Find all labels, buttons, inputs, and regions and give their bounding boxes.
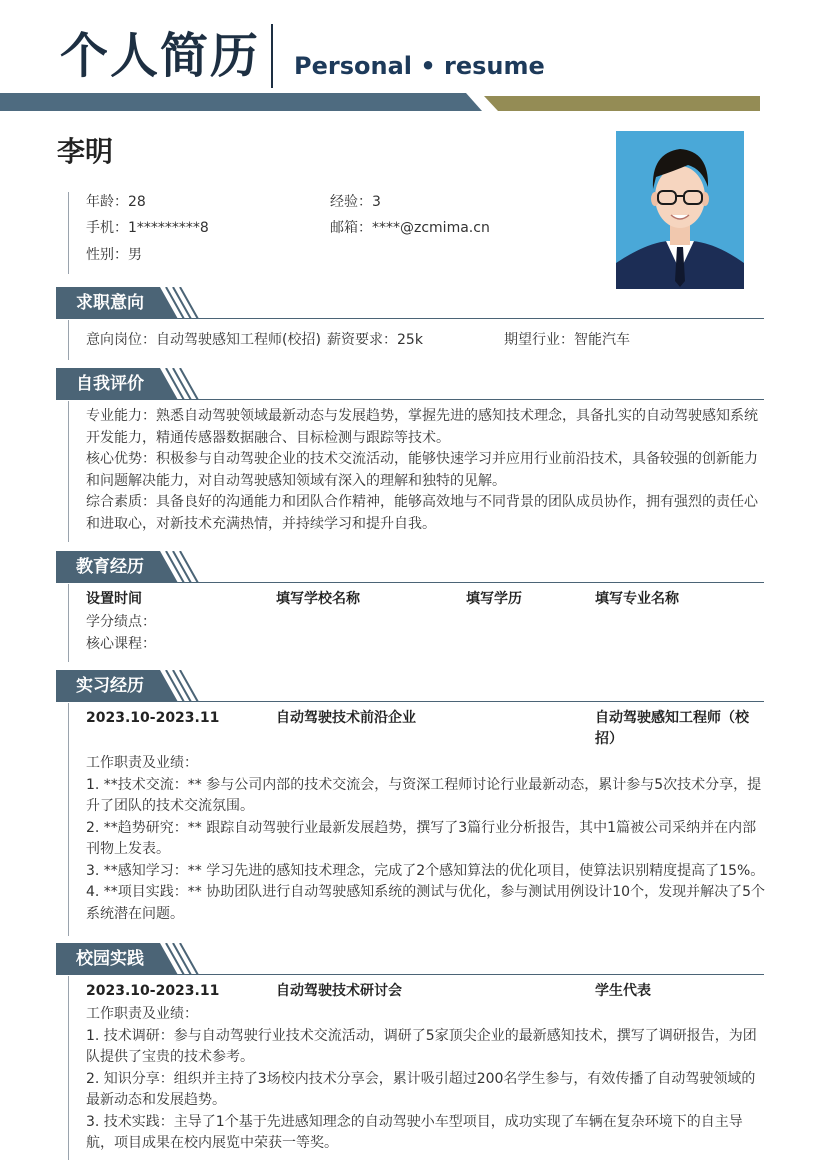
campus-role: 学生代表: [595, 983, 651, 999]
salary-value: 25k: [397, 332, 423, 348]
education-divider: [56, 582, 764, 583]
self-eval-item: 专业能力：熟悉自动驾驶领域最新动态与发展趋势，掌握先进的感知技术理念，具备扎实的自动驾驶感知系统开发能力，精通传感器数据融合、目标检测与跟踪等技术。: [86, 408, 758, 446]
campus-item: 1. 技术调研：参与自动驾驶行业技术交流活动，调研了5家顶尖企业的最新感知技术，撰写了调研报告，为团队提供了宝贵的技术参考。: [86, 1027, 757, 1065]
resume-title: 个人简历: [60, 28, 261, 84]
age-value: 28: [128, 194, 146, 210]
position-value: 自动驾驶感知工程师(校招): [156, 332, 321, 348]
email-label: 邮箱：: [330, 220, 372, 236]
internship-title: 实习经历: [76, 676, 144, 696]
education-time: 设置时间: [86, 591, 142, 607]
phone-label: 手机：: [86, 220, 128, 236]
internship-time: 2023.10-2023.11: [86, 710, 220, 726]
internship-rule: [68, 703, 69, 936]
internship-duties: [86, 753, 766, 925]
self-eval-list: [86, 406, 766, 535]
self-eval-divider: [56, 399, 764, 400]
age-label: 年龄：: [86, 194, 128, 210]
age-row: [86, 192, 146, 212]
salary-label: 薪资要求：: [327, 332, 397, 348]
job-intent-title: 求职意向: [76, 293, 144, 313]
gender-value: 男: [128, 247, 142, 263]
job-intent-rule: [68, 320, 69, 360]
phone-value: 1*********8: [128, 220, 209, 236]
self-eval-item: 核心优势：积极参与自动驾驶企业的技术交流活动，能够快速学习并应用行业前沿技术，具备较强的创新能力和问题解决能力，对自动驾驶感知领域有深入的理解和独特的见解。: [86, 451, 758, 489]
resume-subtitle: Personal • resume: [294, 52, 545, 80]
phone-row: [86, 218, 209, 238]
job-intent-divider: [56, 318, 764, 319]
position-label: 意向岗位：: [86, 332, 156, 348]
gender-label: 性别：: [86, 247, 128, 263]
internship-company: 自动驾驶技术前沿企业: [276, 710, 416, 726]
self-eval-item: 综合素质：具备良好的沟通能力和团队合作精神，能够高效地与不同背景的团队成员协作，拥有强烈的责任心和进取心，对新技术充满热情，并持续学习和提升自我。: [86, 494, 758, 532]
education-courses-label: 核心课程：: [86, 636, 156, 652]
experience-row: [330, 192, 381, 212]
self-eval-title: 自我评价: [76, 374, 144, 394]
internship-item: 2. **趋势研究：** 跟踪自动驾驶行业最新发展趋势，撰写了3篇行业分析报告，其中1篇被公司采纳并在内部刊物上发表。: [86, 819, 757, 857]
industry-row: [504, 330, 630, 351]
header-band: [0, 93, 820, 113]
industry-value: 智能汽车: [574, 332, 630, 348]
education-degree: 填写学历: [466, 591, 522, 607]
avatar: [616, 131, 744, 289]
education-title: 教育经历: [76, 557, 144, 577]
campus-event: 自动驾驶技术研讨会: [276, 983, 402, 999]
position-row: [86, 330, 321, 351]
email-row: [330, 218, 490, 238]
email-value: ****@zcmima.cn: [372, 220, 490, 236]
campus-rule: [68, 976, 69, 1160]
self-eval-rule: [68, 401, 69, 542]
info-rule: [68, 192, 69, 274]
internship-item: 1. **技术交流：** 参与公司内部的技术交流会，与资深工程师讨论行业最新动态，累计参与5次技术分享，提升了团队的技术交流氛围。: [86, 776, 762, 814]
internship-role: 自动驾驶感知工程师（校招）: [595, 710, 749, 747]
gender-row: [86, 245, 142, 265]
industry-label: 期望行业：: [504, 332, 574, 348]
campus-duties-label: 工作职责及业绩：: [86, 1006, 198, 1022]
campus-divider: [56, 974, 764, 975]
campus-item: 2. 知识分享：组织并主持了3场校内技术分享会，累计吸引超过200名学生参与，有效传播了自动驾驶领域的最新动态和发展趋势。: [86, 1070, 756, 1108]
experience-label: 经验：: [330, 194, 372, 210]
campus-item: 3. 技术实践：主导了1个基于先进感知理念的自动驾驶小车型项目，成功实现了车辆在复杂环境下的自主导航，项目成果在校内展览中荣获一等奖。: [86, 1113, 743, 1151]
internship-item: 3. **感知学习：** 学习先进的感知技术理念，完成了2个感知算法的优化项目，使算法识别精度提高了15%。: [86, 862, 765, 879]
experience-value: 3: [372, 194, 381, 210]
candidate-name: 李明: [57, 135, 114, 168]
education-school: 填写学校名称: [276, 591, 360, 607]
internship-duties-label: 工作职责及业绩：: [86, 755, 198, 771]
campus-title: 校园实践: [76, 949, 144, 969]
education-rule: [68, 584, 69, 662]
salary-row: [327, 330, 423, 351]
internship-divider: [56, 701, 764, 702]
campus-time: 2023.10-2023.11: [86, 983, 220, 999]
education-gpa-label: 学分绩点：: [86, 614, 156, 630]
internship-item: 4. **项目实践：** 协助团队进行自动驾驶感知系统的测试与优化，参与测试用例设计10个，发现并解决了5个系统潜在问题。: [86, 884, 765, 922]
title-divider: [271, 24, 273, 88]
education-major: 填写专业名称: [595, 591, 679, 607]
campus-duties: [86, 1004, 766, 1155]
